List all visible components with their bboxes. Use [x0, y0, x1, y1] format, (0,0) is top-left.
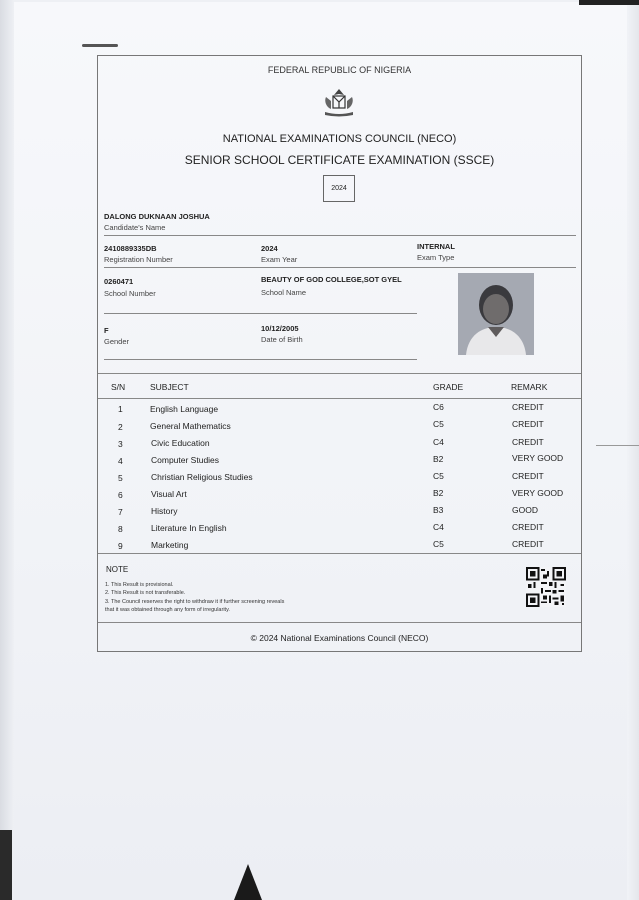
row-grade: C5 — [433, 471, 444, 481]
divider — [104, 359, 417, 360]
note-item: 2. This Result is not transferable. — [105, 590, 186, 596]
row-remark: CREDIT — [512, 522, 544, 532]
table-header-border — [98, 398, 581, 399]
row-grade: C4 — [433, 522, 444, 532]
qr-code-icon — [526, 567, 566, 607]
registration-number: 2410889335DB — [104, 244, 157, 253]
staple-mark — [82, 44, 118, 47]
result-certificate — [97, 55, 582, 652]
divider — [104, 267, 576, 268]
col-header-grade: GRADE — [433, 382, 464, 392]
school-name: BEAUTY OF GOD COLLEGE,SOT GYEL — [261, 275, 402, 284]
row-sn: 2 — [118, 422, 123, 432]
row-subject: Literature In English — [151, 523, 227, 533]
row-remark: CREDIT — [512, 471, 544, 481]
row-sn: 8 — [118, 524, 123, 534]
row-remark: CREDIT — [512, 539, 544, 549]
exam-year: 2024 — [261, 244, 278, 253]
row-remark: VERY GOOD — [512, 453, 564, 463]
candidate-photo — [458, 273, 534, 355]
republic-heading: FEDERAL REPUBLIC OF NIGERIA — [267, 65, 412, 75]
row-grade: C6 — [433, 402, 444, 412]
date-of-birth-label: Date of Birth — [261, 335, 303, 344]
copyright-footer: © 2024 National Examinations Council (NECO) — [250, 633, 429, 643]
row-subject: General Mathematics — [150, 421, 231, 431]
exam-type-label: Exam Type — [417, 253, 455, 262]
school-name-label: School Name — [261, 288, 307, 297]
council-heading: NATIONAL EXAMINATIONS COUNCIL (NECO) — [222, 133, 457, 145]
fold-line — [596, 445, 639, 446]
footer-divider — [98, 622, 581, 623]
exam-type: INTERNAL — [417, 242, 455, 251]
row-sn: 5 — [118, 473, 123, 483]
row-subject: Marketing — [151, 540, 189, 550]
divider — [104, 235, 576, 236]
row-remark: VERY GOOD — [512, 488, 564, 498]
exam-year-label: Exam Year — [261, 255, 298, 264]
scan-edge-mark — [579, 0, 639, 5]
row-grade: C5 — [433, 539, 444, 549]
exam-title: SENIOR SCHOOL CERTIFICATE EXAMINATION (SSCE) — [184, 153, 495, 167]
scan-corner-shadow — [0, 830, 12, 900]
gender: F — [104, 326, 109, 335]
page-edge-right — [627, 0, 639, 900]
date-of-birth: 10/12/2005 — [261, 324, 299, 333]
row-grade: C5 — [433, 419, 444, 429]
row-remark: CREDIT — [512, 437, 544, 447]
candidate-name-label: Candidate's Name — [104, 223, 166, 232]
row-subject: Civic Education — [151, 438, 210, 448]
scan-bottom-notch — [234, 864, 262, 900]
note-item: 3. The Council reserves the right to withdraw it if further screening reveals — [105, 599, 285, 605]
row-grade: B2 — [433, 454, 444, 464]
row-remark: CREDIT — [512, 402, 544, 412]
row-subject: History — [151, 506, 178, 516]
coat-of-arms-icon — [322, 87, 356, 119]
row-grade: B2 — [433, 488, 444, 498]
candidate-name: DALONG DUKNAAN JOSHUA — [104, 212, 210, 221]
row-sn: 3 — [118, 439, 123, 449]
note-item: 1. This Result is provisional. — [105, 582, 174, 588]
row-sn: 9 — [118, 541, 123, 551]
table-bottom-border — [98, 553, 581, 554]
divider — [104, 313, 417, 314]
row-sn: 7 — [118, 507, 123, 517]
row-subject: English Language — [150, 404, 219, 414]
row-subject: Computer Studies — [151, 455, 220, 465]
school-number-label: School Number — [104, 289, 156, 298]
school-number: 0260471 — [104, 277, 134, 286]
page-edge-shadow — [0, 0, 14, 900]
row-remark: GOOD — [512, 505, 538, 515]
note-item: that it was obtained through any form of irregularity. — [105, 607, 230, 613]
row-subject: Christian Religious Studies — [151, 472, 253, 482]
year-box: 2024 — [323, 175, 355, 202]
gender-label: Gender — [104, 337, 130, 346]
col-header-sn: S/N — [111, 382, 126, 392]
col-header-subject: SUBJECT — [150, 382, 189, 392]
table-top-border — [98, 373, 581, 374]
row-sn: 1 — [118, 404, 123, 414]
note-title: NOTE — [106, 565, 129, 574]
row-sn: 4 — [118, 456, 123, 466]
row-grade: B3 — [433, 505, 444, 515]
row-grade: C4 — [433, 437, 444, 447]
col-header-remark: REMARK — [511, 382, 548, 392]
row-remark: CREDIT — [512, 419, 544, 429]
row-subject: Visual Art — [151, 489, 187, 499]
row-sn: 6 — [118, 490, 123, 500]
registration-number-label: Registration Number — [104, 255, 173, 264]
